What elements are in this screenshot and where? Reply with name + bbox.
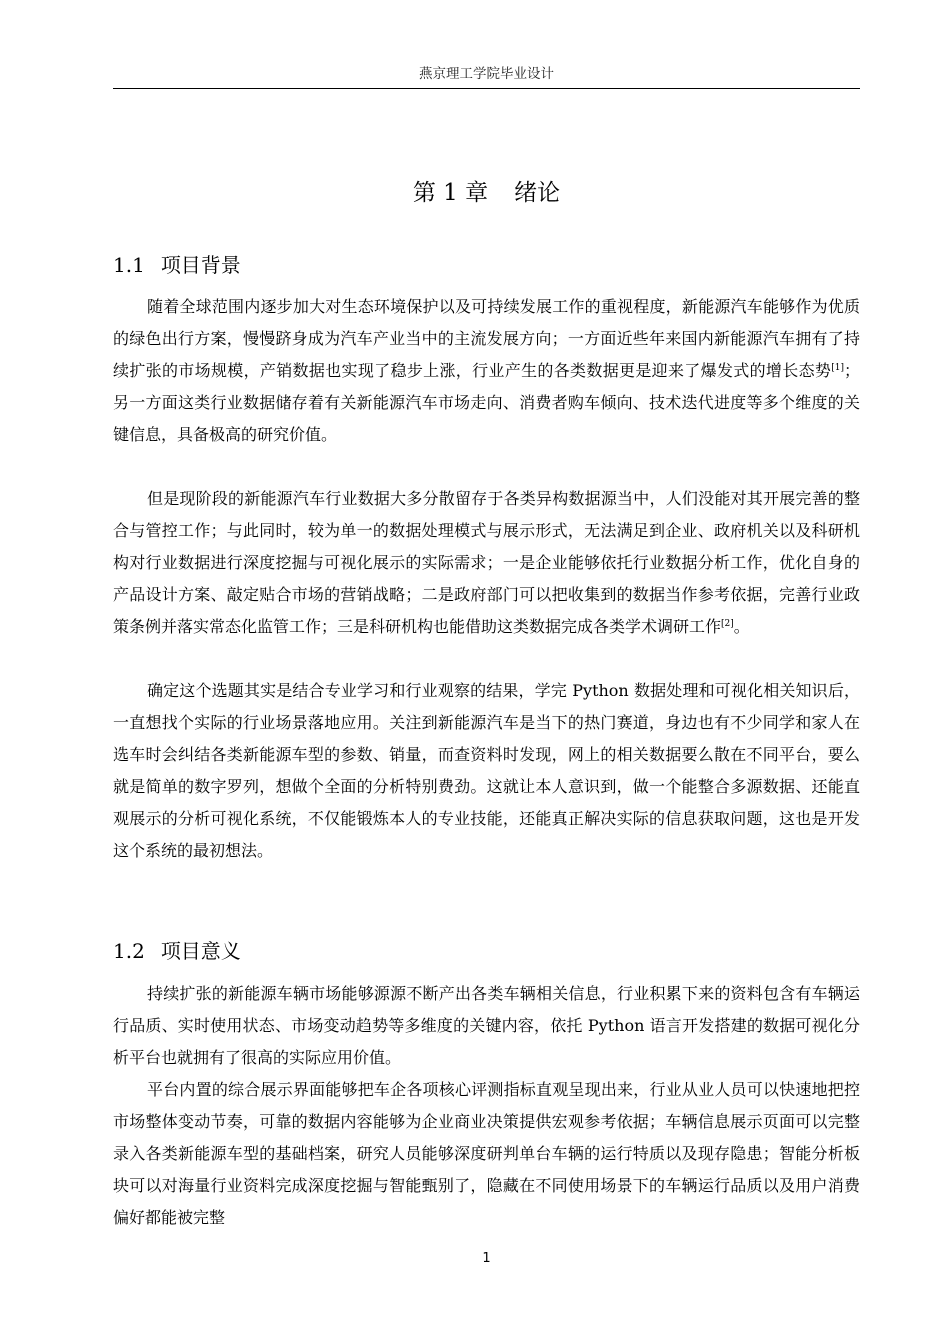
paragraph-text: 但是现阶段的新能源汽车行业数据大多分散留存于各类异构数据源当中，人们没能对其开展完善的整合与管控工作；与此同时，较为单一的数据处理模式与展示形式，无法满足到企业、政府机关以及科研机构对行业数据进行深度挖掘与可视化展示的实际需求；一是企业能够依托行业数据分析工作，优化自身的产品设计方案、敲定贴合市场的营销战略；二是政府部门可以把收集到的数据当作参考依据，完善行业政策条例并落实常态化监管工作；三是科研机构也能借助这类数据完成各类学术调研工作 (113, 489, 860, 636)
page-number: 1 (482, 1251, 491, 1266)
paragraph-text-continued: 。 (733, 617, 750, 636)
paragraph (113, 675, 860, 867)
section-heading-1-2 (113, 936, 241, 966)
paragraph-text: 随着全球范围内逐步加大对生态环境保护以及可持续发展工作的重视程度，新能源汽车能够作为优质的绿色出行方案，慢慢跻身成为汽车产业当中的主流发展方向；一方面近些年来国内新能源汽车拥有了持续扩张的市场规模，产销数据也实现了稳步上涨，行业产生的各类数据更是迎来了爆发式的增长态势 (113, 297, 860, 380)
chapter-name: 绪论 (514, 180, 561, 206)
running-header: 燕京理工学院毕业设计 (419, 66, 554, 82)
paragraph-text: 确定这个选题其实是结合专业学习和行业观察的结果，学完 Python 数据处理和可视化相关知识后，一直想找个实际的行业场景落地应用。关注到新能源汽车是当下的热门赛道，身边也有不少同学和家人在选车时会纠结各类新能源车型的参数、销量，而查资料时发现，网上的相关数据要么散在不同平台，要么就是简单的数字罗列，想做个全面的分析特别费劲。这就让本人意识到，做一个能整合多源数据、还能直观展示的分析可视化系统，不仅能锻炼本人的专业技能，还能真正解决实际的信息获取问题，这也是开发这个系统的最初想法。 (113, 681, 860, 860)
section-number: 1.2 (113, 939, 145, 963)
section-title: 项目背景 (160, 253, 241, 277)
section-title: 项目意义 (160, 939, 241, 963)
paragraph-text: 平台内置的综合展示界面能够把车企各项核心评测指标直观呈现出来，行业从业人员可以快速地把控市场整体变动节奏，可靠的数据内容能够为企业商业决策提供宏观参考依据；车辆信息展示页面可以完整录入各类新能源车型的基础档案，研究人员能够深度研判单台车辆的运行特质以及现存隐患；智能分析板块可以对海量行业资料完成深度挖掘与智能甄别了，隐藏在不同使用场景下的车辆运行品质以及用户消费偏好都能被完整 (113, 1080, 860, 1227)
chapter-title (113, 175, 860, 211)
header-rule (113, 88, 860, 89)
chapter-number: 第 1 章 (412, 180, 489, 206)
paragraph (113, 1074, 860, 1234)
section-heading-1-1 (113, 250, 241, 280)
citation: [2] (721, 619, 734, 629)
paragraph (113, 291, 860, 451)
paragraph-text-continued: ；另一方面这类行业数据储存着有关新能源汽车市场走向、消费者购车倾向、技术迭代进度等多个维度的关键信息，具备极高的研究价值。 (113, 361, 860, 444)
section-number: 1.1 (113, 253, 145, 277)
paragraph-text: 持续扩张的新能源车辆市场能够源源不断产出各类车辆相关信息，行业积累下来的资料包含有车辆运行品质、实时使用状态、市场变动趋势等多维度的关键内容，依托 Python 语言开发搭建的数据可视化分析平台也就拥有了很高的实际应用价值。 (113, 984, 860, 1067)
citation: [1] (831, 363, 844, 373)
paragraph (113, 978, 860, 1074)
paragraph (113, 483, 860, 643)
